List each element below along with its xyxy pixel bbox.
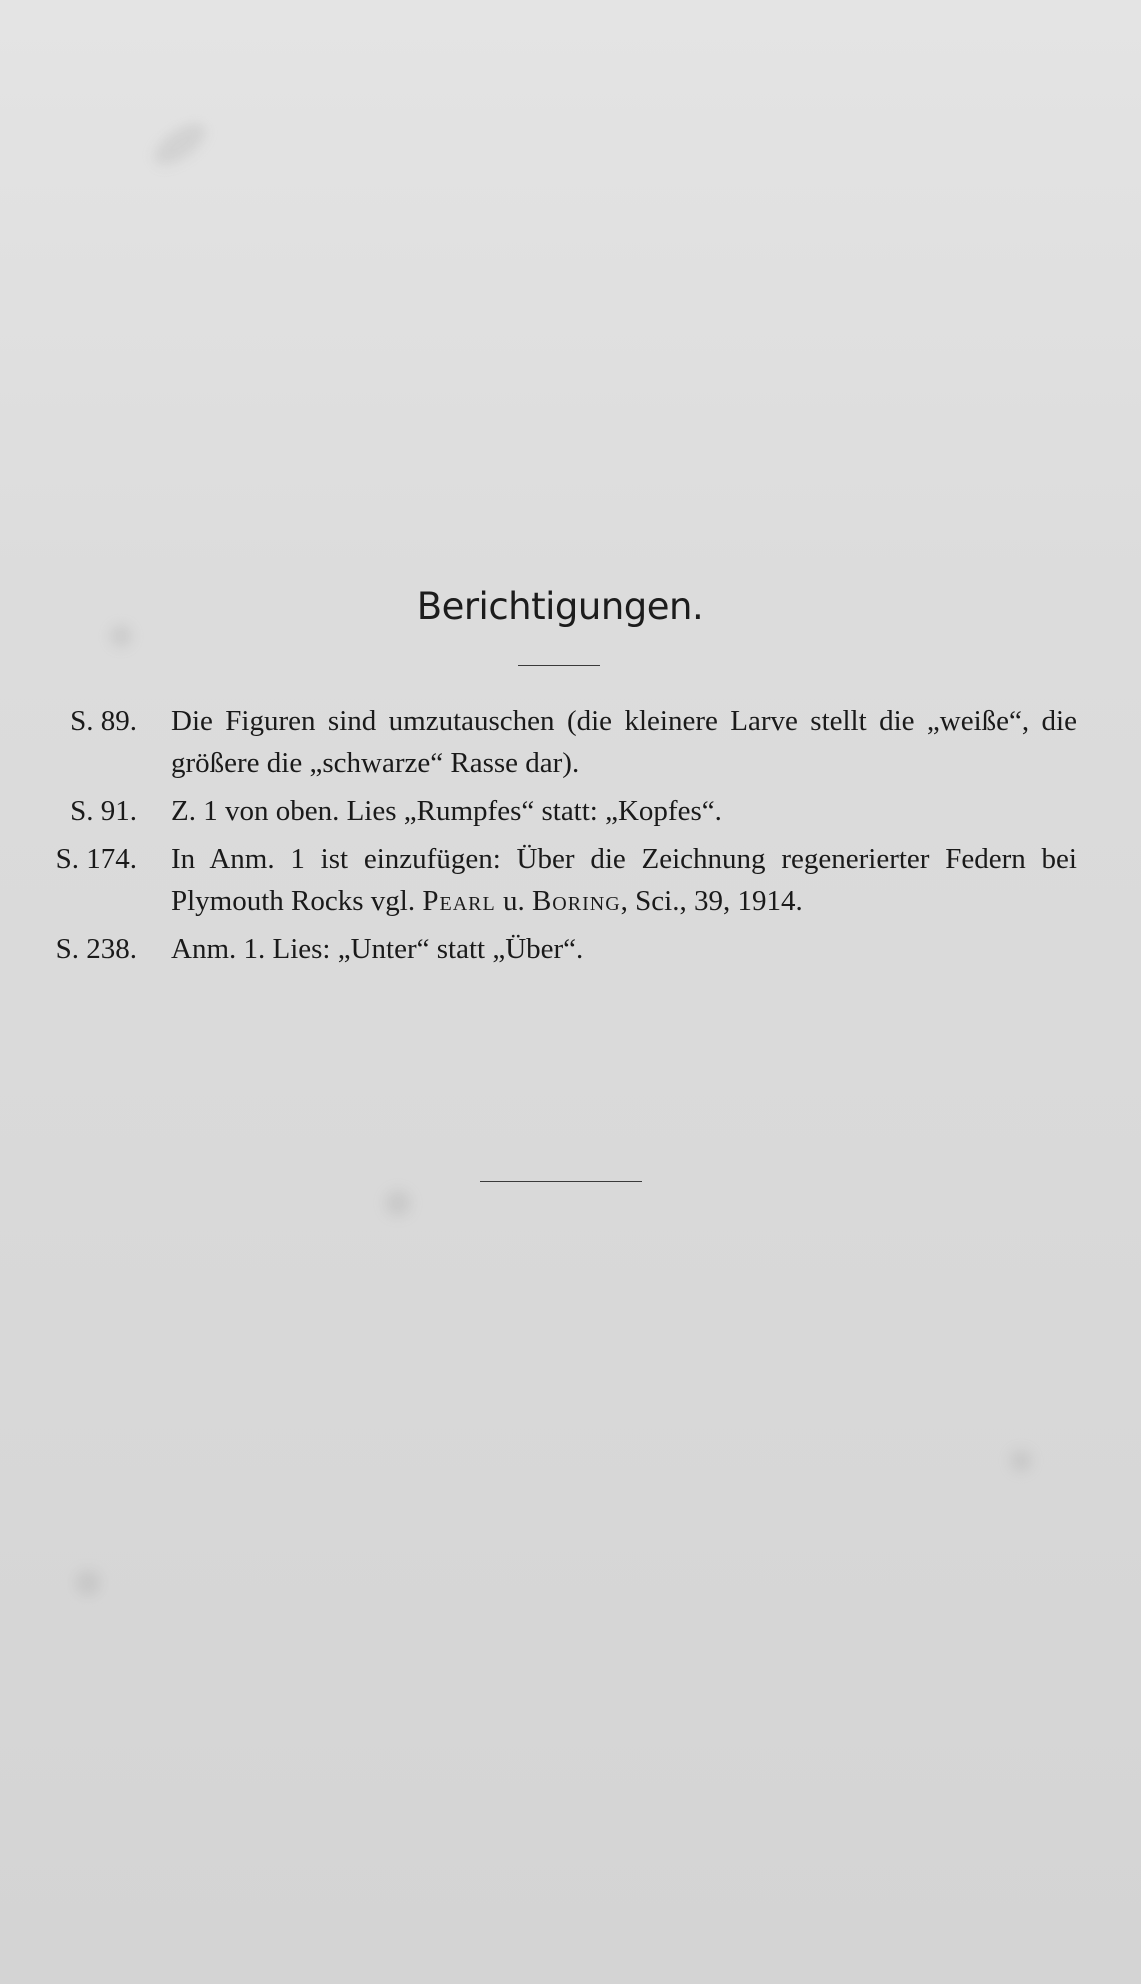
correction-text: Anm. 1. Lies: „Unter“ statt „Über“. (171, 933, 584, 965)
smudge (1010, 1450, 1032, 1472)
divider-bottom (480, 1181, 642, 1182)
author-name: Pearl (422, 885, 496, 917)
page-reference: S. 91. (70, 795, 137, 827)
list-item (0, 700, 1141, 784)
correction-text-part: , Sci., 39, 1914. (620, 885, 803, 917)
divider-top (518, 665, 600, 666)
list-item (0, 838, 1141, 922)
correction-text-part: u. (495, 885, 532, 917)
list-item (0, 928, 1141, 970)
smudge (147, 115, 212, 172)
corrections-list (0, 700, 1141, 976)
smudge (110, 625, 132, 647)
smudge (385, 1190, 411, 1216)
correction-text: Z. 1 von oben. Lies „Rumpfes“ statt: „Kopfes“. (171, 795, 722, 827)
correction-text (171, 838, 1077, 922)
author-name: Boring (531, 885, 621, 917)
page-title: Berichtigungen. (416, 585, 704, 628)
page-reference: S. 238. (55, 933, 137, 965)
correction-text: Die Figuren sind umzutauschen (die kleinere Larve stellt die „weiße“, die größere die „schwarze“ Rasse dar). (171, 705, 1077, 779)
list-item (0, 790, 1141, 832)
smudge (75, 1570, 101, 1596)
page-reference: S. 89. (70, 705, 137, 737)
page-reference: S. 174. (55, 843, 137, 875)
correction-text-part: In Anm. 1 ist einzufügen: Über die Zeichnung regenerierter Federn bei Plymouth Rocks vgl. (171, 843, 1077, 917)
